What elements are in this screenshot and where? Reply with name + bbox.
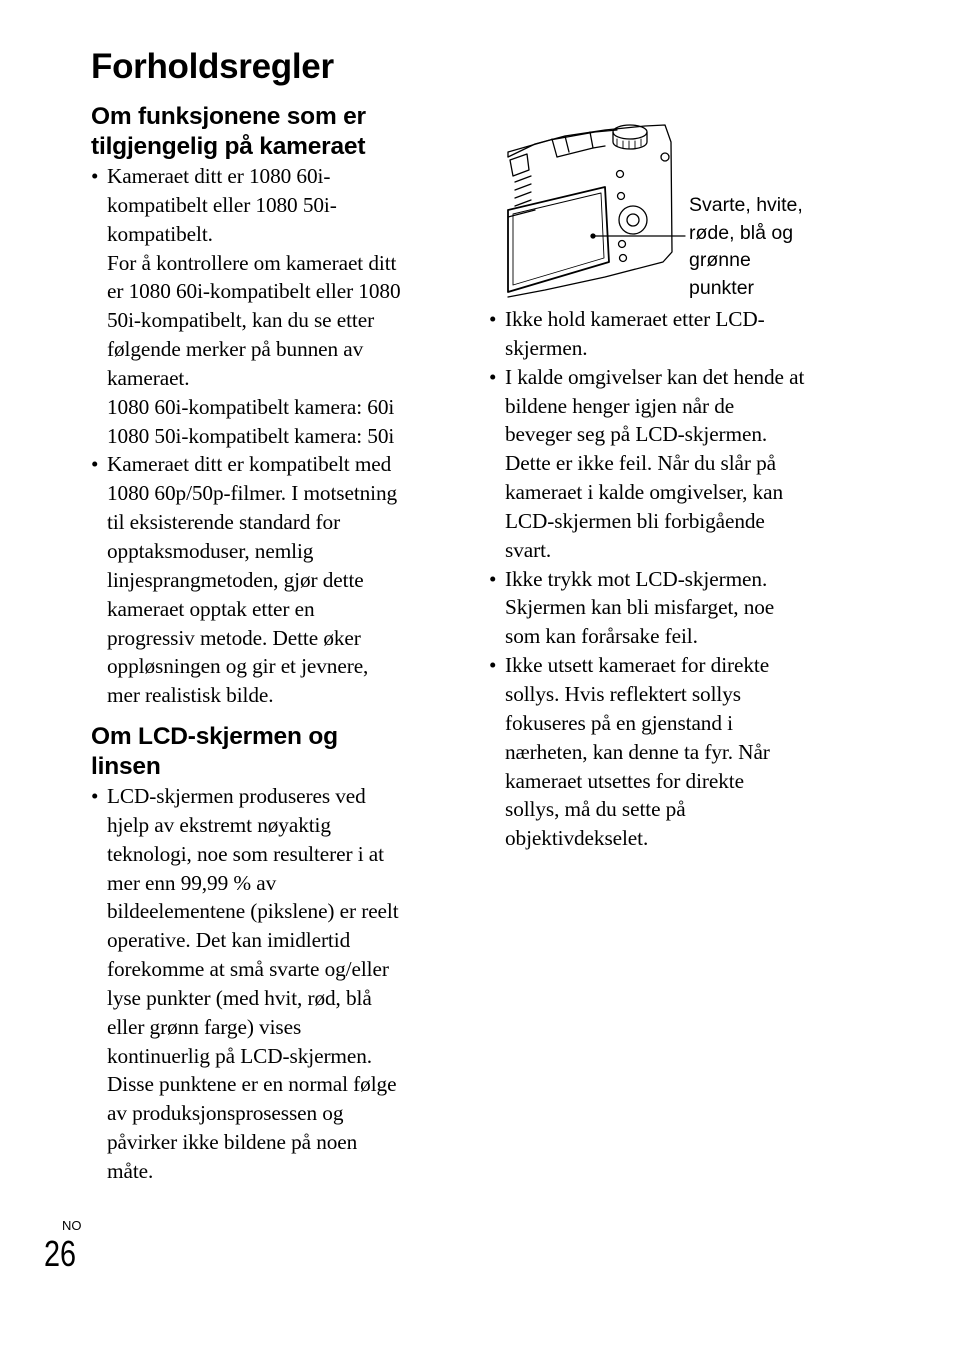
body-line <box>508 210 535 217</box>
text-line: kameraet. <box>107 365 190 390</box>
text-line: lyse punkter (med hvit, rød, blå <box>107 985 372 1010</box>
text-line: • LCD-skjermen produseres ved <box>107 784 366 809</box>
heading-line: Om funksjonene som er <box>91 103 366 130</box>
top-plate-edge <box>508 130 617 157</box>
list-item <box>91 450 451 710</box>
right-column <box>489 305 849 853</box>
list-item <box>91 162 451 450</box>
top-plate-detail <box>557 146 605 157</box>
lcd-screen <box>513 193 604 285</box>
list-item <box>489 363 849 565</box>
text-line: eller grønn farge) vises <box>107 1014 302 1039</box>
text-line: 1080 60i-kompatibelt kamera: 60i <box>107 394 395 419</box>
text-line: sollys, må du sette på <box>505 797 686 822</box>
text-line: bildene henger igjen når de <box>505 393 735 418</box>
mode-dial-side <box>613 132 647 149</box>
flash-detail <box>510 154 529 176</box>
heading-line: Om LCD-skjermen og <box>91 723 338 751</box>
button-icon <box>619 241 626 248</box>
heading-line: linsen <box>91 752 161 780</box>
text-line: kameraet i kalde omgivelser, kan <box>505 480 784 505</box>
control-wheel <box>619 206 647 234</box>
text-line: av produksjonsprosessen og <box>107 1101 344 1126</box>
text-line: • Ikke trykk mot LCD-skjermen. <box>505 566 768 591</box>
list-item <box>91 782 451 1186</box>
caption-line: grønne <box>689 249 751 271</box>
list-item <box>489 565 849 652</box>
text-line: kontinuerlig på LCD-skjermen. <box>107 1043 373 1068</box>
text-line: hjelp av ekstremt nøyaktig <box>107 812 331 837</box>
text-line: fokuseres på en gjenstand i <box>505 710 733 735</box>
button-icon <box>618 193 625 200</box>
vent-lines <box>515 176 531 206</box>
text-line: objektivdekselet. <box>505 826 649 851</box>
text-line: følgende merker på bunnen av <box>107 337 364 362</box>
text-line: bildeelementene (pikslene) er reelt <box>107 899 399 924</box>
lcd-list <box>91 782 451 1186</box>
caption-line: Svarte, hvite, <box>689 194 803 216</box>
caption-line: punkter <box>689 276 755 299</box>
text-line: mer realistisk bilde. <box>107 683 274 708</box>
text-line: LCD-skjermen bli forbigående <box>505 508 765 533</box>
text-line: • Ikke hold kameraet etter LCD- <box>505 307 765 331</box>
button-icon <box>620 255 627 262</box>
text-line: sollys. Hvis reflektert sollys <box>505 681 741 706</box>
caption-line: røde, blå og <box>689 221 794 244</box>
section-heading-lcd-and-lens <box>91 722 451 781</box>
text-line: linjesprangmetoden, gjør dette <box>107 567 364 592</box>
heading-line: tilgjengelig på kameraet <box>91 132 366 160</box>
text-line: 1080 60p/50p-filmer. I motsetning <box>107 481 398 506</box>
text-line: opptaksmoduser, nemlig <box>107 538 314 563</box>
text-line: oppløsningen og gir et jevnere, <box>107 654 369 679</box>
lcd-precautions-list <box>489 305 849 853</box>
control-wheel-center <box>627 214 639 226</box>
text-line: mer enn 99,99 % av <box>107 870 277 895</box>
text-line: Dette er ikke feil. Når du slår på <box>505 451 776 476</box>
text-line: kameraet opptak etter en <box>107 596 315 621</box>
text-line: 50i-kompatibelt, kan du se etter <box>107 308 375 333</box>
text-line: påvirker ikke bildene på noen <box>107 1130 358 1155</box>
text-line: Skjermen kan bli misfarget, noe <box>505 595 775 620</box>
section-heading-camera-functions <box>91 102 451 161</box>
text-line: til eksisterende standard for <box>107 510 341 535</box>
text-line: For å kontrollere om kameraet ditt <box>107 250 397 275</box>
strap-lug <box>661 153 669 161</box>
text-line: • Ikke utsett kameraet for direkte <box>505 653 770 678</box>
figure-caption <box>689 192 803 302</box>
list-item <box>489 651 849 853</box>
page-number: 26 <box>44 1233 77 1274</box>
text-line: beveger seg på LCD-skjermen. <box>505 422 768 447</box>
text-line: kompatibelt eller 1080 50i- <box>107 192 337 217</box>
text-line: Disse punktene er en normal følge <box>107 1072 397 1097</box>
page-title: Forholdsregler <box>91 47 334 86</box>
list-item <box>489 305 849 363</box>
text-line: skjermen. <box>505 335 588 360</box>
text-line: teknologi, noe som resulterer i at <box>107 841 384 866</box>
text-line: operative. Det kan imidlertid <box>107 928 351 953</box>
text-line: forekomme at små svarte og/eller <box>107 957 389 982</box>
text-line: kameraet utsettes for direkte <box>505 768 744 793</box>
text-line: • Kameraet ditt er kompatibelt med <box>107 452 392 477</box>
text-line: 1080 50i-kompatibelt kamera: 50i <box>107 423 395 448</box>
camera-functions-list <box>91 162 451 710</box>
text-line: kompatibelt. <box>107 221 213 246</box>
text-line: er 1080 60i-kompatibelt eller 1080 <box>107 279 401 304</box>
text-line: nærheten, kan denne ta fyr. Når <box>505 739 770 764</box>
text-line: • I kalde omgivelser kan det hende at <box>505 364 805 389</box>
text-line: måte. <box>107 1159 154 1183</box>
left-column <box>91 102 451 1186</box>
button-icon <box>617 171 624 178</box>
text-line: • Kameraet ditt er 1080 60i- <box>107 164 331 188</box>
text-line: svart. <box>505 537 552 562</box>
text-line: progressiv metode. Dette øker <box>107 625 361 650</box>
text-line: som kan forårsake feil. <box>505 624 698 649</box>
region-code: NO <box>62 1218 82 1233</box>
